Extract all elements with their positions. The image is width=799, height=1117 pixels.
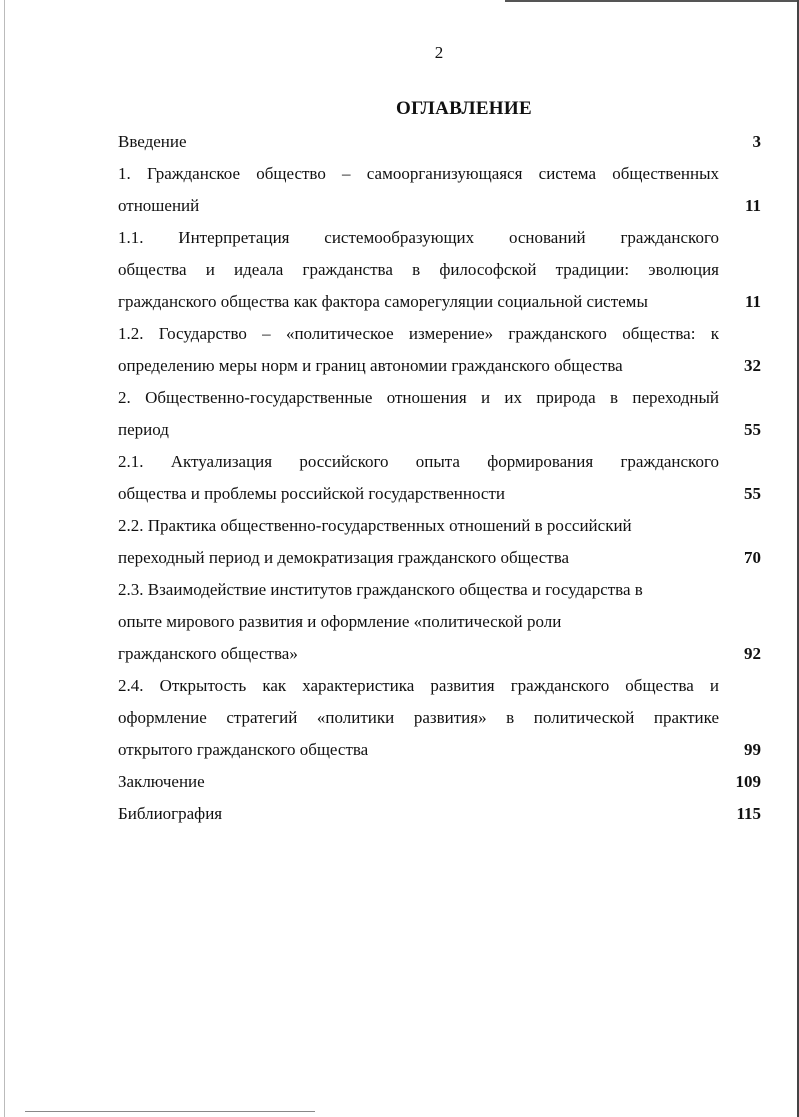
toc-entry-text: период — [118, 420, 169, 439]
toc-entry-text: 2.2. Практика общественно-государственных отношений в российский — [118, 516, 632, 535]
toc-entry-text: Введение — [118, 132, 187, 151]
toc-entry-text: отношений — [118, 196, 200, 215]
toc-entry-text: переходный период и демократизация гражданского общества — [118, 548, 570, 567]
toc-entry-page: 115 — [736, 804, 761, 823]
toc-entry-text: Заключение — [118, 772, 205, 791]
toc-entry-page: 32 — [744, 356, 761, 375]
toc-entry-text: общества и проблемы российской государственности — [118, 484, 505, 503]
toc-entry-chapter-1[interactable] — [118, 158, 761, 222]
toc-entry-text: 2.3. Взаимодействие институтов гражданского общества и государства в — [118, 580, 643, 599]
toc-entry-text: оформление стратегий «политики развития» в политической практике — [118, 708, 719, 727]
toc-entry-page: 92 — [744, 644, 761, 663]
toc-entry-page: 3 — [752, 132, 761, 151]
toc-entry-text: гражданского общества как фактора саморегуляции социальной системы — [118, 292, 648, 311]
toc-entry-section-2-1[interactable] — [118, 446, 761, 510]
toc-entry-section-2-2[interactable] — [118, 510, 761, 574]
toc-entry-text: определению меры норм и границ автономии гражданского общества — [118, 356, 623, 375]
toc-entry-introduction[interactable] — [118, 126, 761, 158]
toc-entry-page: 70 — [744, 548, 761, 567]
toc-entry-page: 55 — [744, 420, 761, 439]
toc-entry-text: 2. Общественно-государственные отношения и их природа в переходный — [118, 388, 719, 407]
toc-entry-bibliography[interactable] — [118, 798, 761, 830]
toc-entry-page: 11 — [744, 292, 761, 311]
toc-entry-text: гражданского общества» — [118, 644, 298, 663]
toc-entry-text: 2.1. Актуализация российского опыта формирования гражданского — [118, 452, 719, 471]
scan-edge-bottom — [25, 1111, 315, 1112]
toc-entry-conclusion[interactable] — [118, 766, 761, 798]
toc-entry-text: Библиография — [118, 804, 223, 823]
toc-entry-section-1-1[interactable] — [118, 222, 761, 318]
toc-entry-text: 1.2. Государство – «политическое измерение» гражданского общества: к — [118, 324, 719, 343]
scan-edge-top — [505, 0, 799, 2]
toc-entry-page: 55 — [744, 484, 761, 503]
toc-entry-text: опыте мирового развития и оформление «политической роли — [118, 612, 562, 631]
toc-entry-section-2-3[interactable] — [118, 574, 761, 670]
toc-entry-page: 99 — [744, 740, 761, 759]
toc-entry-section-1-2[interactable] — [118, 318, 761, 382]
page-number: 2 — [434, 43, 444, 62]
scan-edge-left — [4, 0, 5, 1117]
page-title: ОГЛАВЛЕНИЕ — [396, 98, 532, 119]
toc-entry-text: 2.4. Открытость как характеристика развития гражданского общества и — [118, 676, 719, 695]
toc-entry-page: 109 — [735, 772, 761, 791]
toc-entry-section-2-4[interactable] — [118, 670, 761, 766]
toc-entry-page: 11 — [744, 196, 761, 215]
toc-entry-text: 1. Гражданское общество – самоорганизующаяся система общественных — [118, 164, 719, 183]
toc-entry-chapter-2[interactable] — [118, 382, 761, 446]
toc-entry-text: открытого гражданского общества — [118, 740, 369, 759]
toc-entry-text: 1.1. Интерпретация системообразующих оснований гражданского — [118, 228, 719, 247]
toc-entry-text: общества и идеала гражданства в философской традиции: эволюция — [118, 260, 719, 279]
